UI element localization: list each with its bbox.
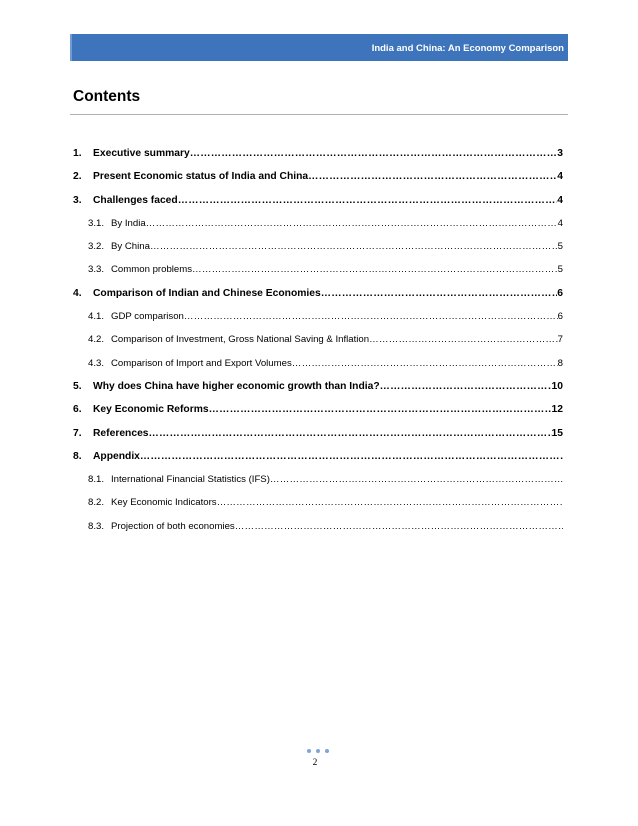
toc-leader <box>184 311 558 322</box>
footer-dot <box>307 749 311 753</box>
toc-number: 5. <box>73 380 82 392</box>
toc-leader <box>217 497 563 508</box>
toc-number: 1. <box>73 148 82 159</box>
toc-label: Projection of both economies <box>111 520 235 532</box>
toc-leader <box>380 381 552 392</box>
toc-label: References <box>93 427 149 439</box>
toc-leader <box>146 218 558 229</box>
toc-label: Comparison of Import and Export Volumes <box>111 357 292 369</box>
toc-leader <box>209 404 552 415</box>
toc-label: Challenges faced <box>93 194 178 206</box>
footer-dot <box>316 749 320 753</box>
toc-subentry[interactable] <box>73 521 563 536</box>
toc-subentry[interactable] <box>73 218 563 233</box>
toc-subentry[interactable] <box>73 497 563 512</box>
toc-leader <box>369 334 558 345</box>
toc-page: 3 <box>557 148 563 159</box>
toc-page: 5 <box>557 264 563 276</box>
toc-subentry[interactable] <box>73 264 563 279</box>
toc-number: 8.3. <box>88 520 105 532</box>
toc-label: International Financial Statistics (IFS) <box>111 474 270 486</box>
toc-label: Comparison of Indian and Chinese Economies <box>93 287 321 299</box>
toc-number: 2. <box>73 171 82 183</box>
toc-page: 15 <box>551 427 563 439</box>
header-title: India and China: An Economy Comparison <box>371 43 564 54</box>
toc-subentry[interactable] <box>73 241 563 256</box>
toc-leader <box>292 358 558 369</box>
toc-number: 4.2. <box>88 334 105 346</box>
footer-dot <box>325 749 329 753</box>
toc-leader <box>308 171 557 182</box>
toc-subentry[interactable] <box>73 474 563 489</box>
toc-page: 12 <box>551 404 563 416</box>
toc-entry[interactable] <box>73 171 563 186</box>
toc-leader <box>149 428 552 439</box>
contents-divider <box>70 114 568 115</box>
page-number: 2 <box>312 758 318 768</box>
toc-number: 3.3. <box>88 264 105 276</box>
toc-number: 4. <box>73 287 82 299</box>
toc-number: 8.2. <box>88 497 105 509</box>
toc-leader <box>321 288 558 299</box>
toc-entry[interactable] <box>73 195 563 210</box>
header-bar-edge <box>70 34 72 61</box>
toc-number: 3.2. <box>88 241 105 253</box>
toc-page: 4 <box>557 194 563 206</box>
toc-number: 3. <box>73 194 82 206</box>
header-bar <box>70 34 568 61</box>
toc-number: 8. <box>73 450 82 462</box>
toc-entry[interactable] <box>73 288 563 303</box>
toc-number: 8.1. <box>88 474 105 486</box>
toc-entry[interactable] <box>73 381 563 396</box>
table-of-contents <box>73 148 563 544</box>
toc-number: 4.1. <box>88 311 105 323</box>
toc-leader <box>190 148 558 159</box>
toc-page: 7 <box>557 334 563 346</box>
contents-title: Contents <box>73 88 141 105</box>
toc-entry[interactable] <box>73 148 563 163</box>
toc-subentry[interactable] <box>73 311 563 326</box>
toc-label: GDP comparison <box>111 311 184 323</box>
toc-entry[interactable] <box>73 428 563 443</box>
toc-number: 4.3. <box>88 357 105 369</box>
toc-leader <box>192 264 558 275</box>
toc-label: Executive summary <box>93 148 190 159</box>
toc-label: Key Economic Indicators <box>111 497 217 509</box>
toc-page: 10 <box>551 380 563 392</box>
toc-entry[interactable] <box>73 451 563 466</box>
toc-leader <box>270 474 563 485</box>
toc-number: 6. <box>73 404 82 416</box>
toc-leader <box>140 451 563 462</box>
toc-label: Comparison of Investment, Gross National Saving & Inflation <box>111 334 370 346</box>
toc-page: 4 <box>557 171 563 183</box>
toc-label: By China <box>111 241 150 253</box>
toc-label: By India <box>111 217 146 229</box>
toc-entry[interactable] <box>73 404 563 419</box>
toc-subentry[interactable] <box>73 358 563 373</box>
toc-leader <box>178 195 558 206</box>
toc-label: Appendix <box>93 450 140 462</box>
toc-page: 4 <box>557 217 563 229</box>
toc-number: 7. <box>73 427 82 439</box>
toc-label: Key Economic Reforms <box>93 404 209 416</box>
toc-page: 6 <box>557 287 563 299</box>
toc-label: Common problems <box>111 264 193 276</box>
toc-page: 8 <box>557 357 563 369</box>
toc-number: 3.1. <box>88 217 105 229</box>
toc-page: 6 <box>557 311 563 323</box>
toc-page: 5 <box>557 241 563 253</box>
toc-leader <box>150 241 558 252</box>
toc-leader <box>235 521 563 532</box>
toc-label: Why does China have higher economic growth than India? <box>93 380 380 392</box>
footer-ornament-icon <box>307 749 329 753</box>
toc-subentry[interactable] <box>73 334 563 349</box>
toc-label: Present Economic status of India and China <box>93 171 309 183</box>
